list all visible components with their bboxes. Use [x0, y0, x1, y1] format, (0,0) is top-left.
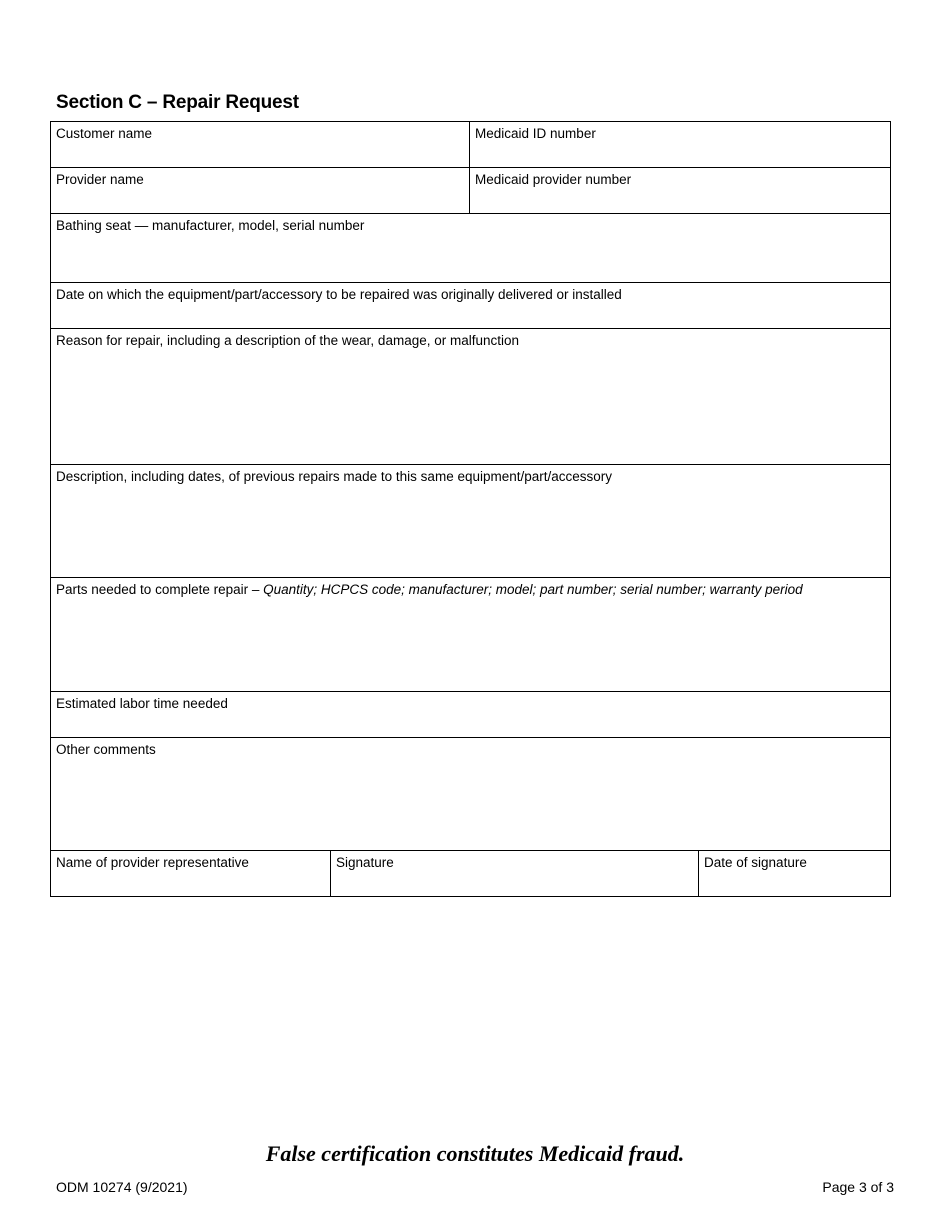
parts-needed-detail: Quantity; HCPCS code; manufacturer; model; part number; serial number; warranty period	[263, 582, 803, 597]
fraud-warning: False certification constitutes Medicaid fraud.	[265, 1141, 685, 1166]
provider-rep-name-field[interactable]	[51, 851, 331, 897]
section-title: Section C – Repair Request	[56, 92, 299, 113]
customer-name-field[interactable]	[51, 122, 470, 168]
other-comments-label: Other comments	[56, 742, 156, 757]
labor-time-label: Estimated labor time needed	[56, 696, 228, 711]
date-delivered-label: Date on which the equipment/part/accessory to be repaired was originally delivered or installed	[56, 287, 622, 302]
repair-request-form	[50, 121, 891, 897]
medicaid-provider-number-label: Medicaid provider number	[475, 172, 632, 187]
provider-name-field[interactable]	[51, 168, 470, 214]
bathing-seat-field[interactable]	[51, 214, 891, 283]
date-delivered-field[interactable]	[51, 283, 891, 329]
page-number: Page 3 of 3	[822, 1179, 894, 1195]
medicaid-id-field[interactable]	[470, 122, 891, 168]
signature-date-label: Date of signature	[704, 855, 807, 870]
labor-time-field[interactable]	[51, 692, 891, 738]
previous-repairs-label: Description, including dates, of previous repairs made to this same equipment/part/accessory	[56, 469, 613, 484]
reason-for-repair-field[interactable]	[51, 329, 891, 465]
parts-needed-field[interactable]	[51, 578, 891, 692]
medicaid-provider-number-field[interactable]	[470, 168, 891, 214]
bathing-seat-label: Bathing seat — manufacturer, model, serial number	[56, 218, 365, 233]
reason-for-repair-label: Reason for repair, including a description of the wear, damage, or malfunction	[56, 333, 520, 348]
other-comments-field[interactable]	[51, 738, 891, 851]
medicaid-id-label: Medicaid ID number	[475, 126, 596, 141]
parts-needed-label: Parts needed to complete repair –	[56, 582, 264, 597]
signature-label: Signature	[336, 855, 394, 870]
customer-name-label: Customer name	[56, 126, 153, 141]
previous-repairs-field[interactable]	[51, 465, 891, 578]
form-id: ODM 10274 (9/2021)	[56, 1179, 188, 1195]
signature-date-field[interactable]	[699, 851, 891, 897]
provider-name-label: Provider name	[56, 172, 144, 187]
signature-field[interactable]	[331, 851, 699, 897]
provider-rep-name-label: Name of provider representative	[56, 855, 249, 870]
